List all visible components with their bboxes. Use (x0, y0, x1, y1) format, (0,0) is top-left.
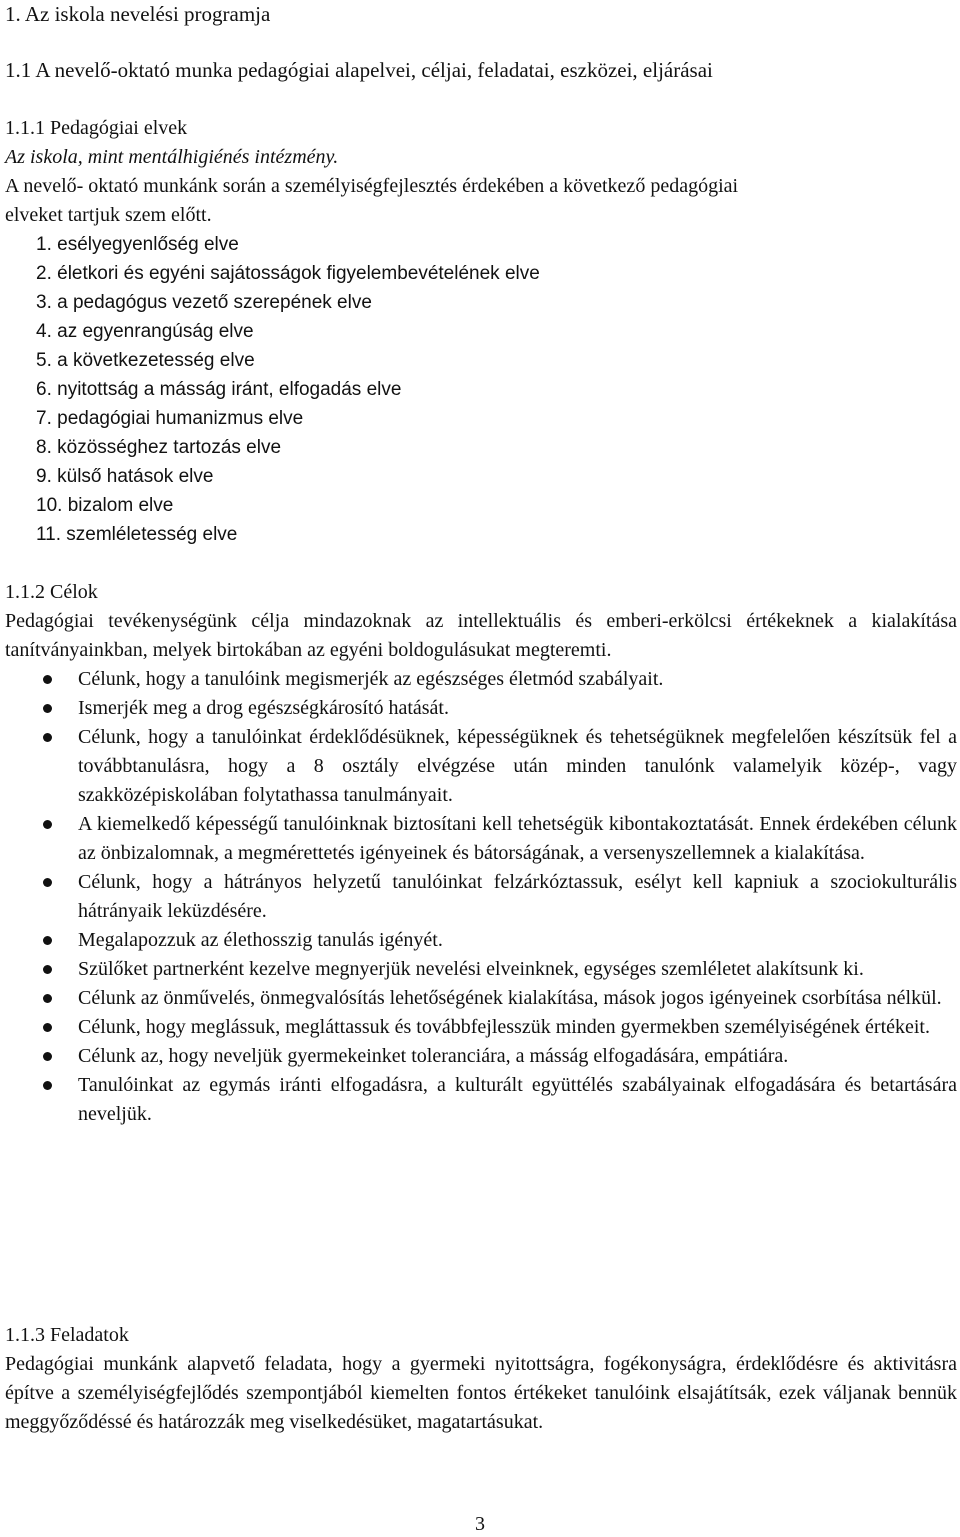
principle-item: 5. a következetesség elve (36, 350, 255, 371)
goal-item (5, 926, 957, 955)
goal-text: Célunk, hogy a hátrányos helyzetű tanulóinkat felzárkóztassuk, esélyt kell kapniuk a szociokulturális hátrányaik leküzdésére. (78, 871, 957, 922)
goal-item (5, 694, 957, 723)
section-goals (5, 578, 957, 1129)
goal-text: Célunk az önművelés, önmegvalósítás lehetőségének kialakítása, mások jogos igényeinek csorbítása nélkül. (78, 987, 942, 1009)
subsection-subtitle: Az iskola, mint mentálhigiénés intézmény. (5, 146, 339, 168)
goal-item (5, 665, 957, 694)
bullet-icon (43, 1052, 52, 1061)
goal-text: Célunk az, hogy neveljük gyermekeinket toleranciára, a másság elfogadására, empátiára. (78, 1045, 789, 1067)
goal-item (5, 723, 957, 810)
section-tasks (5, 1321, 957, 1437)
bullet-icon (43, 936, 52, 945)
section-pedagogical-principles (5, 114, 955, 549)
goal-item (5, 810, 957, 868)
principle-item: 7. pedagógiai humanizmus elve (36, 408, 304, 429)
principles-list (5, 230, 955, 549)
bullet-icon (43, 704, 52, 713)
bullet-icon (43, 733, 52, 742)
goal-text: Megalapozzuk az élethosszig tanulás igényét. (78, 929, 443, 951)
goals-list (5, 665, 957, 1129)
goal-text: A kiemelkedő képességű tanulóinknak biztosítani kell tehetségük kibontakoztatását. Ennek érdekében célunk az önbizalomnak, a megmérettetés igényeinek és bátorságának, a versenyszellemnek a kialakítása. (78, 813, 957, 864)
goal-text: Szülőket partnerként kezelve megnyerjük nevelési elveinknek, egységes szemléletet alakítsunk ki. (78, 958, 864, 980)
intro-text-line-2: elveket tartjuk szem előtt. (5, 204, 212, 226)
goal-text: Tanulóinkat az egymás iránti elfogadásra, a kulturált együttélés szabályainak elfogadására és betartására neveljük. (78, 1074, 957, 1125)
principle-item: 9. külső hatások elve (36, 466, 214, 487)
subsection-title: 1.1.2 Célok (5, 581, 98, 603)
principle-item: 10. bizalom elve (36, 495, 174, 516)
goal-text: Célunk, hogy meglássuk, megláttassuk és továbbfejlesszük minden gyermekben személyiségének értékeit. (78, 1016, 930, 1038)
subsection-title: 1.1.3 Feladatok (5, 1324, 129, 1346)
goal-text: Ismerjék meg a drog egészségkárosító hatását. (78, 697, 449, 719)
principle-item: 3. a pedagógus vezető szerepének elve (36, 292, 372, 313)
chapter-heading: 1. Az iskola nevelési programja (5, 2, 271, 26)
bullet-icon (43, 1023, 52, 1032)
principle-item: 11. szemléletesség elve (36, 524, 238, 545)
goal-item (5, 984, 957, 1013)
goal-item (5, 955, 957, 984)
subsection-title: 1.1.1 Pedagógiai elvek (5, 117, 188, 139)
bullet-icon (43, 820, 52, 829)
intro-text-line-1: A nevelő- oktató munkánk során a személyiségfejlesztés érdekében a következő pedagógiai (5, 175, 739, 197)
bullet-icon (43, 965, 52, 974)
principle-item: 1. esélyegyenlőség elve (36, 234, 239, 255)
principle-item: 4. az egyenrangúság elve (36, 321, 254, 342)
goal-text: Célunk, hogy a tanulóink megismerjék az egészséges életmód szabályait. (78, 668, 664, 690)
goal-text: Célunk, hogy a tanulóinkat érdeklődésüknek, képességüknek és tehetségüknek megfelelően készítsük fel a továbbtanulásra, hogy a 8 osztály elvégzése után minden tanulónk valamelyik közép-, vagy szakközépiskolában folytathassa tanulmányait. (78, 726, 957, 806)
principle-item: 6. nyitottság a másság iránt, elfogadás elve (36, 379, 402, 400)
bullet-icon (43, 1081, 52, 1090)
goal-item (5, 1013, 957, 1042)
tasks-paragraph: Pedagógiai munkánk alapvető feladata, hogy a gyermeki nyitottságra, fogékonyságra, érdeklődésre és aktivitásra építve a személyiségfejlődés szempontjából kiemelten fontos értékeket tanulóink elsajátítsák, ezek váljanak bennük meggyőződéssé és határozzák meg viselkedésüket, magatartásukat. (5, 1353, 957, 1433)
principle-item: 2. életkori és egyéni sajátosságok figyelembevételének elve (36, 263, 540, 284)
principle-item: 8. közösséghez tartozás elve (36, 437, 282, 458)
goal-item (5, 868, 957, 926)
goals-paragraph: Pedagógiai tevékenységünk célja mindazoknak az intellektuális és emberi-erkölcsi értékeknek a kialakítása tanítványainkban, melyek birtokában az egyéni boldogulásukat megteremti. (5, 610, 957, 661)
section-heading: 1.1 A nevelő-oktató munka pedagógiai alapelvei, céljai, feladatai, eszközei, eljárásai (5, 58, 713, 82)
bullet-icon (43, 994, 52, 1003)
bullet-icon (43, 878, 52, 887)
goal-item (5, 1042, 957, 1071)
goal-item (5, 1071, 957, 1129)
page-number: 3 (475, 1513, 485, 1535)
bullet-icon (43, 675, 52, 684)
